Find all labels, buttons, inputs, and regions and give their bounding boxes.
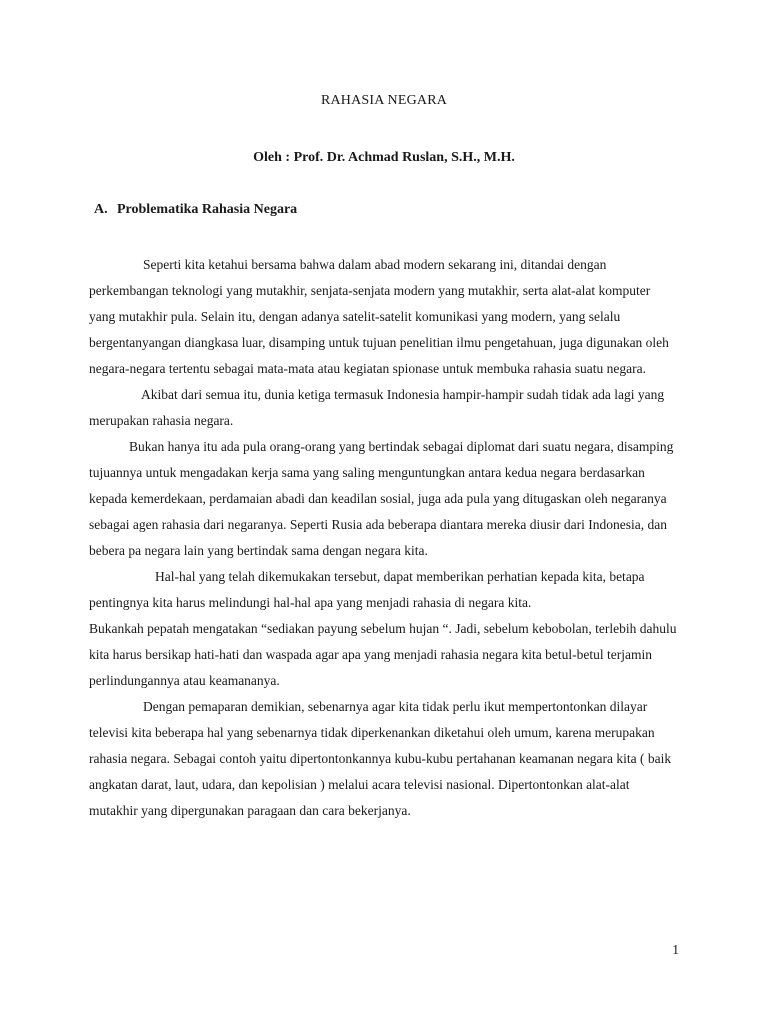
section-number: A. [94,202,108,217]
page-number: 1 [672,942,679,957]
paragraph: Hal-hal yang telah dikemukakan tersebut, dapat memberikan perhatian kepada kita, betapa pentingnya kita harus melindungi hal-hal apa yang menjadi rahasia di negara kita. [89,569,645,610]
paragraph: Akibat dari semua itu, dunia ketiga termasuk Indonesia hampir-hampir sudah tidak ada lagi yang merupakan rahasia negara. [89,387,665,428]
document-title: RAHASIA NEGARA [320,93,448,108]
section-title: Problematika Rahasia Negara [117,202,298,217]
section-heading [94,200,297,220]
paragraph: Seperti kita ketahui bersama bahwa dalam abad modern sekarang ini, ditandai dengan perkembangan teknologi yang mutakhir, senjata-senjata modern yang mutakhir, serta alat-alat komputer yang mutakhir pula. Selain itu, dengan adanya satelit-satelit komunikasi yang modern, yang selalu bergentanyangan diangkasa luar, disamping untuk tujuan penelitian ilmu pengetahuan, juga digunakan oleh negara-negara tertentu sebagai mata-mata atau kegiatan spionase untuk membuka rahasia suatu negara. [89,257,669,376]
body-text [89,252,678,824]
paragraph: Bukankah pepatah mengatakan “sediakan payung sebelum hujan “. Jadi, sebelum kebobolan, terlebih dahulu kita harus bersikap hati-hati dan waspada agar apa yang menjadi rahasia negara kita betul-betul terjamin perlindungannya atau keamananya. [89,621,677,688]
author-line: Oleh : Prof. Dr. Achmad Ruslan, S.H., M.H. [253,150,515,165]
paragraph: Dengan pemaparan demikian, sebenarnya agar kita tidak perlu ikut mempertontonkan dilayar televisi kita beberapa hal yang sebenarnya tidak diperkenankan diketahui oleh umum, karena merupakan rahasia negara. Sebagai contoh yaitu dipertontonkannya kubu-kubu pertahanan keamanan negara kita ( baik angkatan darat, laut, udara, dan kepolisian ) melalui acara televisi nasional. Dipertontonkan alat-alat mutakhir yang dipergunakan paragaan dan cara bekerjanya. [89,699,672,818]
paragraph: Bukan hanya itu ada pula orang-orang yang bertindak sebagai diplomat dari suatu negara, disamping tujuannya untuk mengadakan kerja sama yang saling menguntungkan antara kedua negara berdasarkan kepada kemerdekaan, perdamaian abadi dan keadilan sosial, juga ada pula yang ditugaskan oleh negaranya sebagai agen rahasia dari negaranya. Seperti Rusia ada beberapa diantara mereka diusir dari Indonesia, dan bebera pa negara lain yang bertindak sama dengan negara kita. [89,439,674,558]
